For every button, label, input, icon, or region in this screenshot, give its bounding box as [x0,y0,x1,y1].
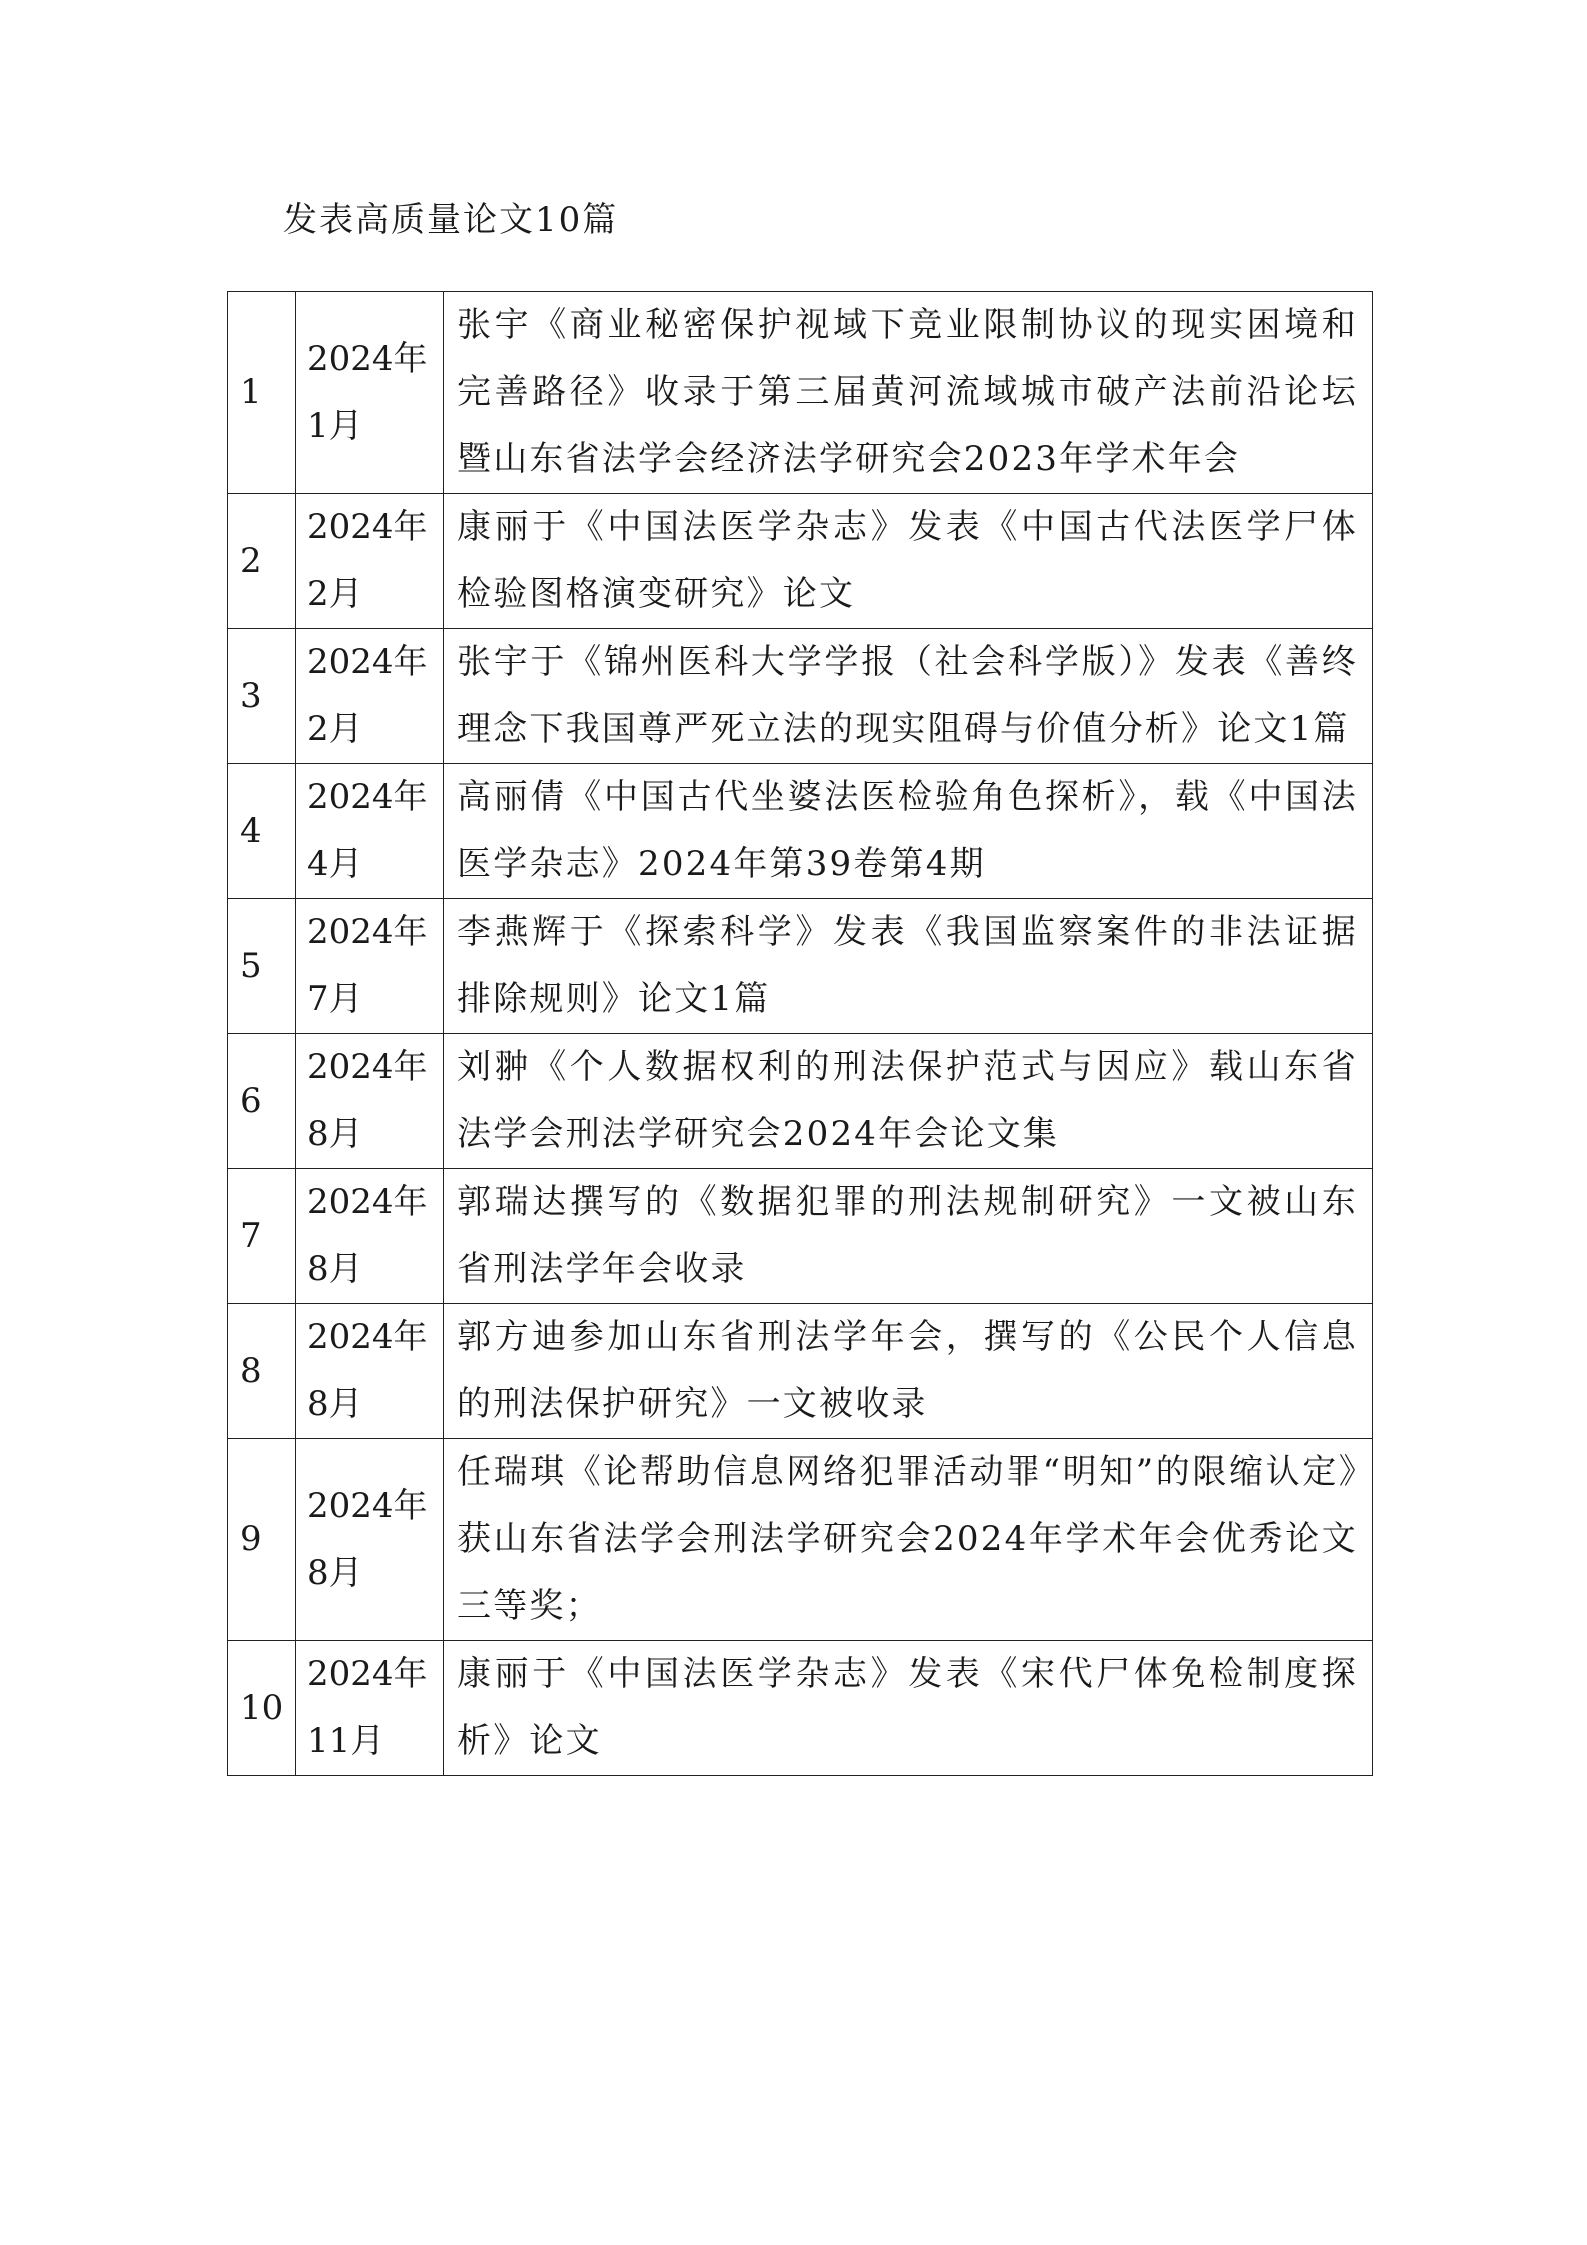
table-row [228,899,1373,1034]
row-year: 2024年 [307,1047,428,1087]
row-month: 11月 [307,1721,385,1761]
row-number: 10 [228,1641,296,1776]
papers-table [227,291,1373,1776]
row-number: 9 [228,1439,296,1641]
row-month: 8月 [307,1249,363,1289]
row-number: 6 [228,1034,296,1169]
row-year: 2024年 [307,1485,428,1526]
row-month: 2月 [307,574,363,614]
row-number: 8 [228,1304,296,1439]
table-row [228,292,1373,494]
page-heading: 发表高质量论文10篇 [283,200,619,240]
row-year: 2024年 [307,507,428,547]
row-description: 李燕辉于《探索科学》发表《我国监察案件的非法证据排除规则》论文1篇 [444,899,1373,1034]
row-description: 郭方迪参加山东省刑法学年会，撰写的《公民个人信息的刑法保护研究》一文被收录 [444,1304,1373,1439]
row-month: 8月 [307,1114,363,1154]
row-month: 1月 [307,405,363,446]
row-year: 2024年 [307,338,428,379]
row-date [296,1304,444,1439]
table-row [228,1304,1373,1439]
row-number: 1 [228,292,296,494]
table-row [228,1169,1373,1304]
table-row [228,1641,1373,1776]
row-number: 3 [228,629,296,764]
row-month: 4月 [307,844,363,884]
row-year: 2024年 [307,1317,428,1357]
row-month: 8月 [307,1552,363,1593]
row-number: 2 [228,494,296,629]
row-date [296,1641,444,1776]
row-description: 刘翀《个人数据权利的刑法保护范式与因应》载山东省法学会刑法学研究会2024年会论文集 [444,1034,1373,1169]
papers-table-body [228,292,1373,1776]
table-row [228,764,1373,899]
table-row [228,629,1373,764]
row-date [296,494,444,629]
row-description: 张宇于《锦州医科大学学报（社会科学版）》发表《善终理念下我国尊严死立法的现实阻碍与价值分析》论文1篇 [444,629,1373,764]
row-year: 2024年 [307,912,428,952]
row-number: 5 [228,899,296,1034]
row-description: 康丽于《中国法医学杂志》发表《中国古代法医学尸体检验图格演变研究》论文 [444,494,1373,629]
row-year: 2024年 [307,642,428,682]
row-month: 8月 [307,1384,363,1424]
row-year: 2024年 [307,777,428,817]
row-date [296,1439,444,1641]
row-year: 2024年 [307,1654,428,1694]
row-date [296,292,444,494]
table-row [228,1034,1373,1169]
row-date [296,764,444,899]
row-description: 张宇《商业秘密保护视域下竞业限制协议的现实困境和完善路径》收录于第三届黄河流域城市破产法前沿论坛暨山东省法学会经济法学研究会2023年学术年会 [444,292,1373,494]
row-year: 2024年 [307,1182,428,1222]
row-number: 4 [228,764,296,899]
row-description: 郭瑞达撰写的《数据犯罪的刑法规制研究》一文被山东省刑法学年会收录 [444,1169,1373,1304]
row-date [296,1169,444,1304]
row-month: 7月 [307,979,363,1019]
row-date [296,1034,444,1169]
table-row [228,494,1373,629]
row-date [296,899,444,1034]
row-description: 任瑞琪《论帮助信息网络犯罪活动罪“明知”的限缩认定》获山东省法学会刑法学研究会2024年学术年会优秀论文三等奖； [444,1439,1373,1641]
row-description: 康丽于《中国法医学杂志》发表《宋代尸体免检制度探析》论文 [444,1641,1373,1776]
table-row [228,1439,1373,1641]
row-description: 高丽倩《中国古代坐婆法医检验角色探析》，载《中国法医学杂志》2024年第39卷第4期 [444,764,1373,899]
row-month: 2月 [307,709,363,749]
row-date [296,629,444,764]
row-number: 7 [228,1169,296,1304]
